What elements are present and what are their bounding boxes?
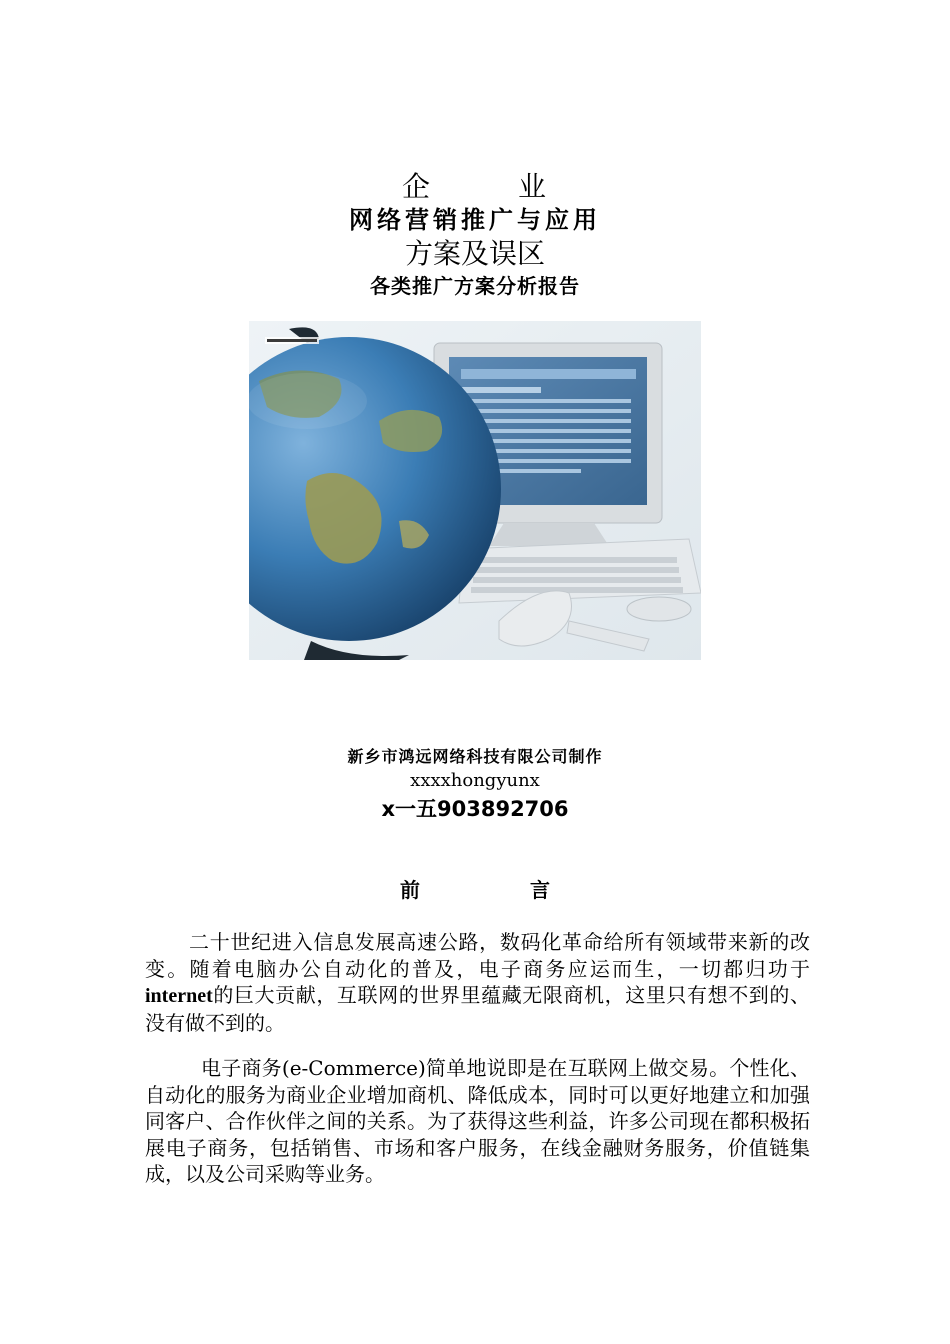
paragraph-text: 的巨大贡献，互联网的世界里蕴藏无限商机，这里只有想不到的、没有做不到的。 xyxy=(145,983,810,1035)
contact-phone: x一五903892706 xyxy=(381,797,569,821)
cover-subtitle: 网络营销推广与应用 xyxy=(349,205,601,234)
preface-paragraph-1 xyxy=(145,929,810,1036)
cover-title-char: 业 xyxy=(518,170,549,203)
preface-heading xyxy=(0,874,950,903)
paragraph-term: internet xyxy=(145,985,213,1007)
preface-paragraph-2: 电子商务(e-Commerce)简单地说即是在互联网上做交易。个性化、自动化的服务为商业企业增加商机、降低成本，同时可以更好地建立和加强同客户、合作伙伴之间的关系。为了获得这些利益，许多公司现在都积极拓展电子商务，包括销售、市场和客户服务，在线金融财务服务，价值链集成，以及公司采购等业务。 xyxy=(145,1056,810,1186)
preface-heading-char: 言 xyxy=(530,878,550,902)
watermark-icon xyxy=(265,337,319,344)
company-name: 新乡市鸿远网络科技有限公司制作 xyxy=(347,747,603,766)
preface-heading-char: 前 xyxy=(400,878,420,902)
paragraph-text: 二十世纪进入信息发展高速公路，数码化革命给所有领域带来新的改变。随着电脑办公自动化的普及，电子商务应运而生，一切都归功于 xyxy=(145,930,810,981)
contact-id: xxxxhongyunx xyxy=(410,770,540,791)
cover-illustration xyxy=(249,321,701,660)
keyboard-icon xyxy=(459,539,701,603)
cover-title-char: 企 xyxy=(401,170,432,203)
cover-title-line3: 方案及误区 xyxy=(404,237,545,270)
cover-title xyxy=(0,165,950,205)
mouse-icon xyxy=(627,597,691,621)
cover-title-line4: 各类推广方案分析报告 xyxy=(370,274,580,298)
